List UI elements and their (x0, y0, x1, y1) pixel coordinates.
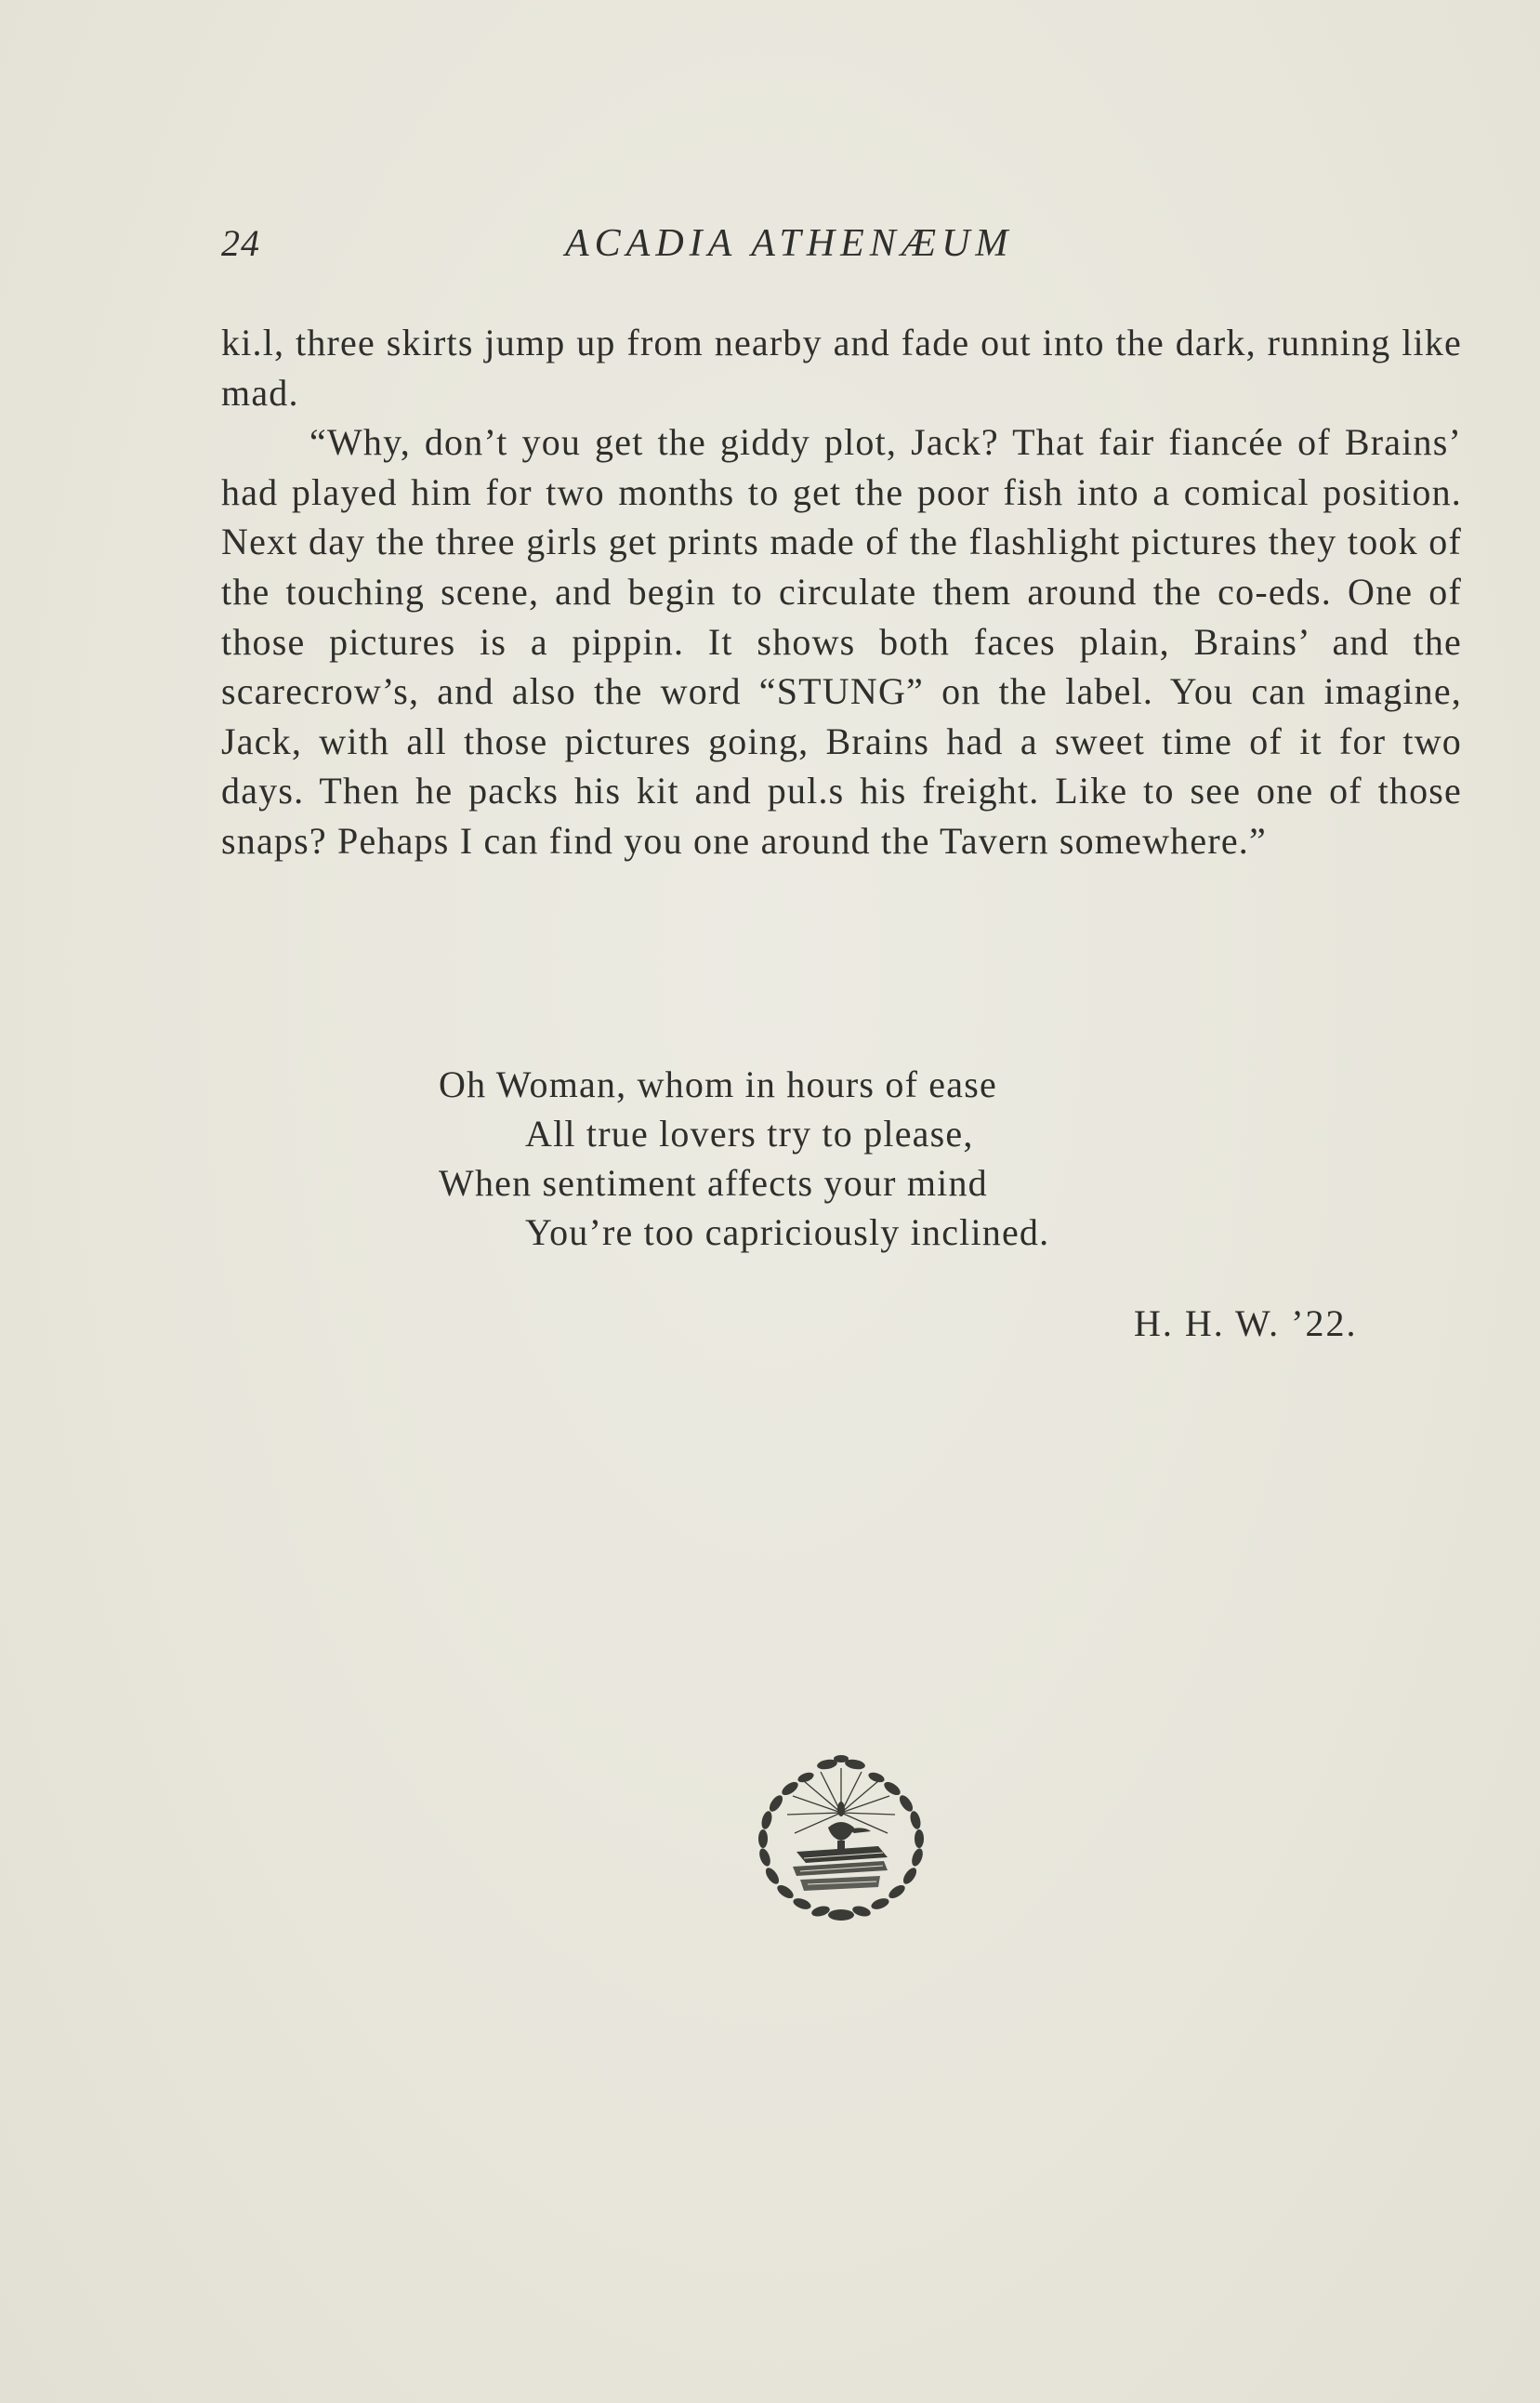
poem-line: You’re too capriciously inclined. (525, 1211, 1050, 1253)
poem-stanza (439, 1060, 1275, 1257)
poem-line: Oh Woman, whom in hours of ease (439, 1063, 997, 1105)
running-title: ACADIA ATHENÆUM (565, 222, 1014, 265)
poem-line: When sentiment affects your mind (439, 1162, 988, 1204)
poem-line: All true lovers try to please, (525, 1113, 974, 1155)
paragraph-continuation: ki.l, three skirts jump up from nearby and fade out into the dark, running like mad. (221, 322, 1462, 414)
paragraph-dialogue: “Why, don’t you get the giddy plot, Jack? That fair fiancée of Brains’ had played him for two months to get the poor fish into a comical position. Next day the three girls get prints made of the flashlight pictures they took of the touching scene, and begin to circulate them around the co-eds. One of those pictures is a pippin. It shows both faces plain, Brains’ and the scarecrow’s, and also the word “STUNG” on the label. You can imagine, Jack, with all those pictures going, Brains had a sweet time of it for two days. Then he packs his kit and pul.s his freight. Like to see one of those snaps? Pehaps I can find you one around the Tavern somewhere.” (221, 421, 1462, 862)
page-header (221, 221, 1462, 277)
body-text (221, 318, 1462, 866)
author-signature: H. H. W. ’22. (1134, 1302, 1358, 1344)
wreath-lamp-emblem-icon (739, 1748, 943, 1929)
page-number: 24 (221, 222, 260, 264)
